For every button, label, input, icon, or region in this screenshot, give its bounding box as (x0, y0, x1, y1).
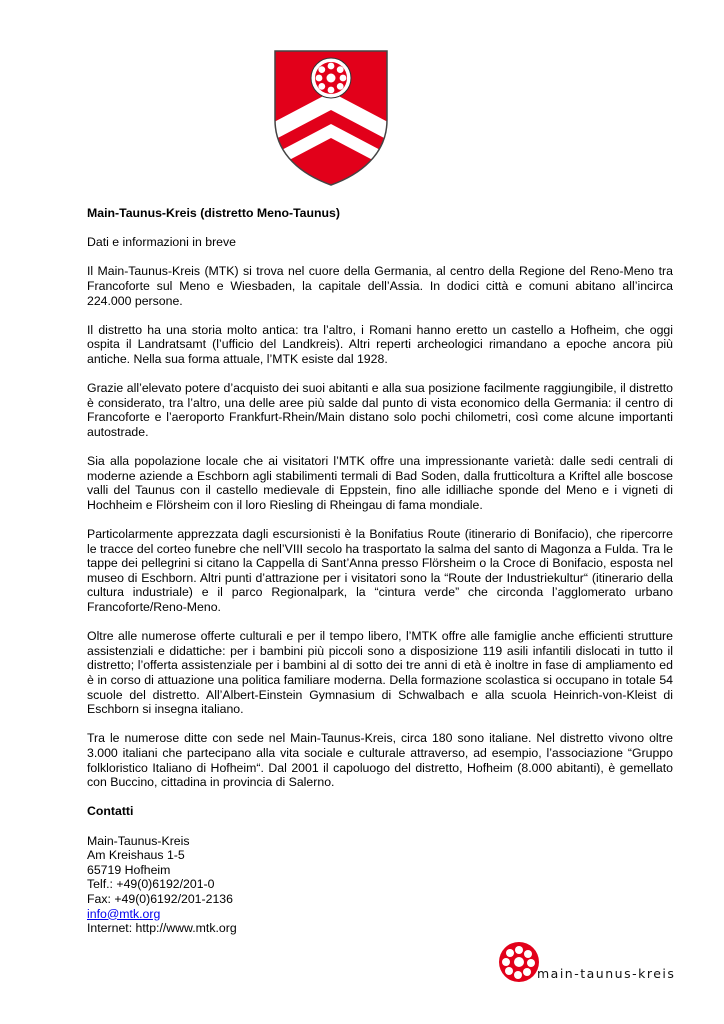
contact-street: Am Kreishaus 1-5 (87, 848, 185, 863)
paragraph: Il Main-Taunus-Kreis (MTK) si trova nel cuore della Germania, al centro della Regione del Reno-Meno tra Francoforte sul Meno e Wiesbaden, la capitale dell’Assia. In dodici città e comuni abitano all’incirca 224.000 persone. (87, 264, 673, 308)
coat-of-arms-logo (274, 50, 388, 186)
contact-name: Main-Taunus-Kreis (87, 833, 190, 848)
paragraph: Grazie all’elevato potere d’acquisto dei suoi abitanti e alla sua posizione facilmente raggiungibile, il distretto è considerato, tra l’altro, una delle aree più salde dal punto di vista economico della Germania: il centro di Francoforte e l’aeroporto Frankfurt-Rhein/Main distano solo pochi chilometri, così come alcune importanti autostrade. (87, 381, 673, 439)
footer-logo (497, 940, 677, 984)
paragraph: Oltre alle numerose offerte culturali e per il tempo libero, l’MTK offre alle famiglie anche efficienti strutture assistenziali e didattiche: per i bambini più piccoli sono a disposizione 119 asili infantili dislocati in tutto il distretto; l’offerta assistenziale per i bambini al di sotto dei tre anni di età è inoltre in fase di ampliamento ed è in corso di attuazione una politica familiare moderna. Della formazione scolastica si occupano in totale 54 scuole del distretto. All’Albert-Einstein Gymnasium di Schwalbach e alla scuola Heinrich-von-Kleist di Eschborn si insegna italiano. (87, 629, 673, 717)
contact-email-link[interactable]: info@mtk.org (87, 906, 161, 921)
footer-logo-text: main-taunus-kreis (537, 966, 676, 981)
contact-city: 65719 Hofheim (87, 862, 171, 877)
document-subtitle: Dati e informazioni in breve (87, 235, 236, 250)
document-body (87, 206, 673, 950)
contact-fax: Fax: +49(0)6192/201-2136 (87, 891, 233, 906)
paragraph: Particolarmente apprezzata dagli escursionisti è la Bonifatius Route (itinerario di Bonifacio), che ripercorre le tracce del corteo funebre che nell’VIII secolo ha trasportato la salma del santo di Magonza a Fulda. Tra le tappe dei pellegrini si citano la Cappella di Sant’Anna presso Flörsheim o la Croce di Bonifacio, esposta nel museo di Eschborn. Altri punti d’attrazione per i visitatori sono la “Route der Industriekultur“ (itinerario della cultura industriale) e il parco Regionalpark, la “cintura verde” che circonda l’agglomerato urbano Francoforte/Reno-Meno. (87, 527, 673, 615)
paragraph: Il distretto ha una storia molto antica: tra l’altro, i Romani hanno eretto un castello a Hofheim, che oggi ospita il Landratsamt (l’ufficio del Landkreis). Altri reperti archeologici rimandano a epoche ancora più antiche. Nella sua forma attuale, l’MTK esiste dal 1928. (87, 322, 673, 366)
contact-internet: Internet: http://www.mtk.org (87, 921, 237, 936)
document-title: Main-Taunus-Kreis (distretto Meno-Taunus) (87, 206, 340, 220)
contacts-heading: Contatti (87, 804, 134, 819)
contact-phone: Telf.: +49(0)6192/201-0 (87, 877, 215, 892)
wheel-logo-icon (497, 940, 541, 984)
contacts-block (87, 834, 673, 936)
paragraph: Sia alla popolazione locale che ai visitatori l’MTK offre una impressionante varietà: dalle sedi centrali di moderne aziende a Eschborn agli stabilimenti termali di Bad Soden, dalla frutticoltura a Kriftel alle boscose valli del Taunus con il castello medievale di Eppstein, fino alle idilliache sponde del Meno e i vigneti di Hochheim e Flörsheim con il loro Riesling di Rheingau di fama mondiale. (87, 454, 673, 512)
paragraph: Tra le numerose ditte con sede nel Main-Taunus-Kreis, circa 180 sono italiane. Nel distretto vivono oltre 3.000 italiani che partecipano alla vita sociale e culturale attraverso, ad esempio, l’associazione “Gruppo folkloristico Italiano di Hofheim“. Dal 2001 il capoluogo del distretto, Hofheim (8.000 abitanti), è gemellato con Buccino, cittadina in provincia di Salerno. (87, 731, 673, 790)
